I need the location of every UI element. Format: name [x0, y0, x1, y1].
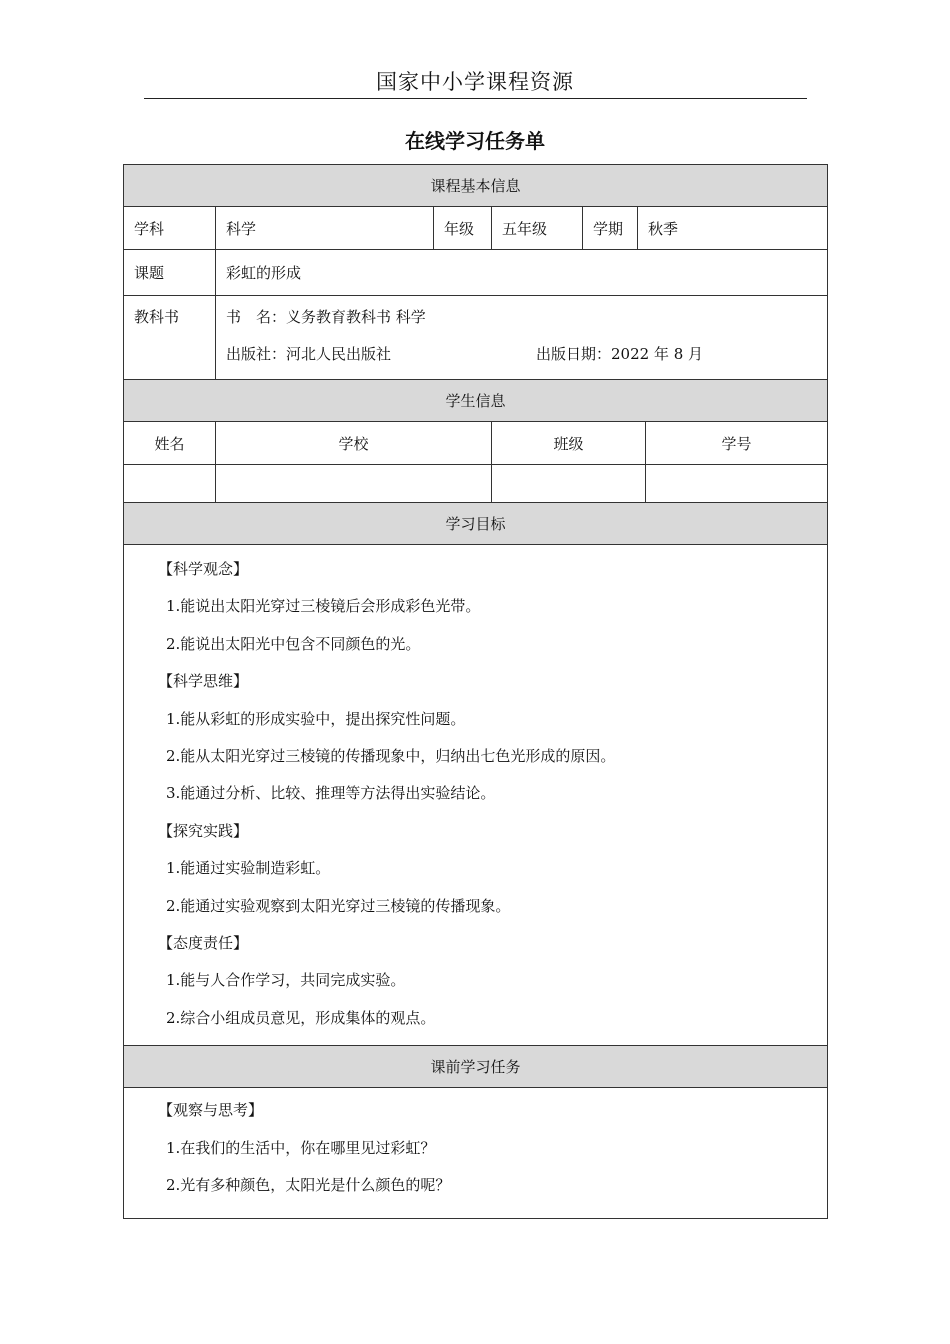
student-col-id: 学号: [646, 422, 828, 465]
book-name-label: 书 名：: [226, 308, 287, 326]
task-item: 1.在我们的生活中，你在哪里见过彩虹？: [166, 1138, 436, 1157]
student-name-field[interactable]: [124, 465, 216, 503]
student-school-field[interactable]: [216, 465, 492, 503]
document-title: 在线学习任务单: [405, 129, 545, 153]
term-value: 秋季: [638, 207, 828, 250]
textbook-label: 教科书: [124, 296, 216, 380]
pubdate-value: 2022 年 8 月: [611, 345, 704, 363]
objective-item: 2.能从太阳光穿过三棱镜的传播现象中，归纳出七色光形成的原因。: [166, 746, 616, 765]
header-rule: [144, 98, 807, 99]
student-info-header: 学生信息: [124, 380, 828, 422]
pre-tasks-header: 课前学习任务: [124, 1046, 828, 1088]
objective-heading: 【态度责任】: [158, 933, 249, 952]
term-label: 学期: [583, 207, 638, 250]
book-name-line: [226, 299, 817, 336]
pre-tasks-body: [124, 1088, 828, 1219]
textbook-info: [216, 296, 828, 380]
subject-label: 学科: [124, 207, 216, 250]
objective-heading: 【科学思维】: [158, 672, 249, 691]
student-class-field[interactable]: [492, 465, 646, 503]
objective-item: 1.能说出太阳光穿过三棱镜后会形成彩色光带。: [166, 597, 481, 616]
publisher-label: 出版社：: [226, 345, 287, 363]
pubdate-label: 出版日期：: [536, 345, 612, 363]
objective-item: 2.综合小组成员意见，形成集体的观点。: [166, 1008, 436, 1027]
student-col-class: 班级: [492, 422, 646, 465]
student-id-field[interactable]: [646, 465, 828, 503]
task-heading: 【观察与思考】: [158, 1101, 264, 1120]
grade-label: 年级: [434, 207, 492, 250]
objective-heading: 【科学观念】: [158, 560, 249, 578]
grade-value: 五年级: [492, 207, 583, 250]
publisher-value: 河北人民出版社: [286, 345, 392, 363]
objective-item: 1.能从彩虹的形成实验中，提出探究性问题。: [166, 709, 466, 728]
objectives-body: [124, 545, 828, 1046]
header-title: 国家中小学课程资源: [376, 70, 574, 94]
objectives-header: 学习目标: [124, 503, 828, 545]
course-info-header: 课程基本信息: [124, 165, 828, 207]
student-col-name: 姓名: [124, 422, 216, 465]
objective-item: 1.能通过实验制造彩虹。: [166, 859, 331, 878]
task-sheet-table: [123, 164, 828, 1219]
objective-item: 2.能说出太阳光中包含不同颜色的光。: [166, 634, 421, 653]
objective-item: 2.能通过实验观察到太阳光穿过三棱镜的传播现象。: [166, 896, 511, 915]
objective-heading: 【探究实践】: [158, 821, 249, 840]
objective-item: 3.能通过分析、比较、推理等方法得出实验结论。: [166, 784, 496, 803]
topic-value: 彩虹的形成: [216, 250, 828, 296]
subject-value: 科学: [216, 207, 434, 250]
objective-item: 1.能与人合作学习，共同完成实验。: [166, 971, 406, 990]
task-item: 2.光有多种颜色，太阳光是什么颜色的呢？: [166, 1176, 451, 1195]
publisher-line: [226, 336, 817, 373]
book-name-value: 义务教育教科书 科学: [286, 308, 426, 326]
topic-label: 课题: [124, 250, 216, 296]
student-col-school: 学校: [216, 422, 492, 465]
